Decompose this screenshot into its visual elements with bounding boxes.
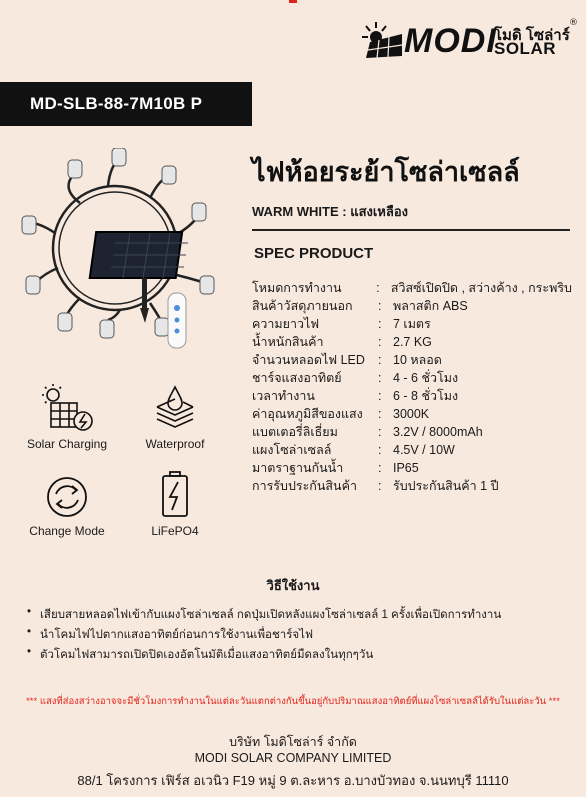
spec-value: 6 - 8 ชั่วโมง (393, 389, 459, 403)
spec-key: น้ำหนักสินค้า (252, 335, 324, 349)
spec-key: แบตเตอรี่ลิเธี่ยม (252, 425, 338, 439)
spec-colon: : (378, 335, 382, 349)
spec-row (252, 459, 572, 477)
feature-label: Change Mode (29, 524, 105, 538)
spec-key: โหมดการทำงาน (252, 281, 342, 295)
howto-title: วิธีใช้งาน (266, 578, 320, 593)
product-image (20, 148, 235, 358)
sun-panel-logo-icon (362, 20, 404, 60)
spec-colon: : (378, 371, 382, 385)
feature-label: Waterproof (145, 437, 205, 451)
spec-value: 3000K (393, 407, 430, 421)
spec-key: ความยาวไฟ (252, 317, 320, 331)
step-text: เสียบสายหลอดไฟเข้ากับแผงโซล่าเซลล์ กดปุ่มเปิดหลังแผงโซล่าเซลล์ 1 ครั้งเพื่อเปิดการทำงาน (40, 609, 502, 621)
model-number: MD-SLB-88-7M10B P (30, 94, 203, 113)
step-text: นำโคมไฟไปตากแสงอาทิตย์ก่อนการใช้งานเพื่อชาร์จไฟ (40, 629, 314, 641)
spec-key: ค่าอุณหภูมิสีของแสง (252, 407, 363, 421)
company-address: 88/1 โครงการ เฟิร์ส อเวนิว F19 หมู่ 9 ต.ละหาร อ.บางบัวทอง จ.นนทบุรี 11110 (77, 773, 509, 788)
brand-logo (362, 18, 577, 62)
feature-solar-charging (12, 383, 122, 451)
spec-colon: : (378, 461, 382, 475)
list-item (18, 606, 578, 626)
spec-table (252, 279, 572, 495)
solar-charging-icon (39, 383, 95, 433)
spec-value: 2.7 KG (393, 335, 432, 349)
battery-icon (155, 470, 195, 520)
brand-name: MODI (404, 22, 497, 60)
spec-value: รับประกันสินค้า 1 ปี (393, 479, 499, 493)
spec-key: ชาร์จแสงอาทิตย์ (252, 371, 342, 385)
registered-mark: ® (569, 18, 578, 28)
feature-change-mode (12, 474, 122, 538)
spec-colon: : (378, 353, 382, 367)
spec-row (252, 369, 572, 387)
step-text: ตัวโคมไฟสามารถเปิดปิดเองอัตโนมัติเมื่อแสงอาทิตย์มืดลงในทุกๆวัน (40, 649, 374, 661)
spec-colon: : (378, 479, 382, 493)
spec-value: พลาสติก ABS (393, 299, 468, 313)
bullet: • (26, 646, 32, 658)
spec-key: จำนวนหลอดไฟ LED (252, 353, 365, 367)
company-thai-name: บริษัท โมดิโซล่าร์ จำกัด (229, 735, 357, 749)
spec-value: 3.2V / 8000mAh (393, 425, 483, 439)
brand-sub: SOLAR (494, 39, 556, 58)
feature-label: Solar Charging (26, 437, 108, 451)
spec-row (252, 333, 572, 351)
spec-row (252, 405, 572, 423)
company-info (0, 732, 586, 789)
model-number-bar (0, 82, 252, 126)
spec-value: 4 - 6 ชั่วโมง (393, 371, 459, 385)
brand-thai-name: โมดิ โซล่าร์ (494, 27, 570, 44)
top-accent-mark (289, 0, 297, 3)
feature-lifepo4 (120, 470, 230, 538)
spec-row (252, 477, 572, 495)
spec-row (252, 297, 572, 315)
spec-row (252, 387, 572, 405)
change-mode-icon (42, 474, 92, 520)
spec-colon: : (378, 425, 382, 439)
product-subtitle: WARM WHITE : แสงเหลือง (252, 204, 408, 219)
spec-key: แผงโซล่าเซลล์ (252, 443, 332, 457)
bullet: • (26, 626, 32, 638)
spec-heading: SPEC PRODUCT (254, 245, 374, 262)
spec-value: IP65 (393, 461, 419, 475)
spec-key: มาตราฐานกันน้ำ (252, 461, 344, 475)
spec-row (252, 351, 572, 369)
spec-value: 7 เมตร (393, 317, 431, 331)
spec-value: 10 หลอด (393, 353, 442, 367)
waterproof-icon (147, 383, 203, 433)
spec-row (252, 279, 572, 297)
spec-key: การรับประกันสินค้า (252, 479, 357, 493)
spec-row (252, 441, 572, 459)
company-english-name: MODI SOLAR COMPANY LIMITED (194, 751, 392, 765)
spec-row (252, 423, 572, 441)
spec-colon: : (376, 281, 380, 295)
list-item (18, 626, 578, 646)
feature-waterproof (120, 383, 230, 451)
feature-label: LiFePO4 (151, 524, 199, 538)
spec-colon: : (378, 389, 382, 403)
spec-row (252, 315, 572, 333)
product-title: ไฟห้อยระย้าโซล่าเซลล์ (252, 157, 520, 187)
spec-key: เวลาทำงาน (252, 389, 315, 403)
spec-key: สินค้าวัสดุภายนอก (252, 299, 353, 313)
spec-colon: : (378, 317, 382, 331)
list-item (18, 646, 578, 666)
disclaimer-note: *** แสงที่ส่องสว่างอาจจะมีชั่วโมงการทำงานในแต่ละวันแตกต่างกันขึ้นอยู่กับปริมาณแสงอาทิตย์ที่แผงโซล่าเซลล์ได้รับในแต่ละวัน *** (26, 696, 560, 707)
howto-steps (18, 606, 578, 666)
spec-colon: : (378, 407, 382, 421)
spec-value: สวิสซ์เปิดปิด , สว่างค้าง , กระพริบ (390, 281, 572, 295)
title-divider (252, 229, 570, 231)
spec-colon: : (378, 443, 382, 457)
spec-colon: : (378, 299, 382, 313)
bullet: • (26, 606, 32, 618)
spec-value: 4.5V / 10W (393, 443, 455, 457)
